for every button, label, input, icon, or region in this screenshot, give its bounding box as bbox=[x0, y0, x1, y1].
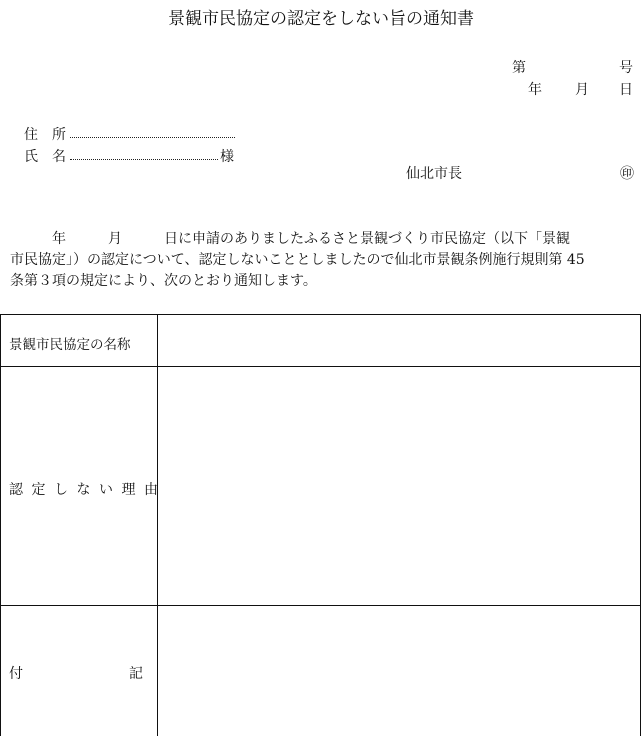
date-month: 月 bbox=[575, 82, 589, 98]
number-prefix: 第 bbox=[512, 60, 526, 76]
name-label: 氏 名 bbox=[24, 149, 66, 165]
date-year: 年 bbox=[528, 82, 542, 98]
notice-table bbox=[0, 314, 641, 736]
address-label: 住 所 bbox=[24, 127, 66, 143]
page-title: 景観市民協定の認定をしない旨の通知書 bbox=[168, 9, 474, 29]
agreement-name-value bbox=[161, 319, 631, 363]
rejection-reason-value bbox=[161, 371, 631, 601]
seal-mark: ㊞ bbox=[620, 166, 634, 182]
honorific: 様 bbox=[220, 149, 234, 165]
rejection-reason-label: 認定しない理由 bbox=[9, 482, 167, 498]
date-day: 日 bbox=[619, 82, 633, 98]
paragraph-line: 条第３項の規定により、次のとおり通知します。 bbox=[10, 273, 317, 289]
remarks-label: 付記 bbox=[9, 666, 249, 682]
address-line bbox=[70, 137, 235, 138]
paragraph-line: 年 月 日に申請のありましたふるさと景観づくり市民協定（以下「景観 bbox=[10, 231, 570, 247]
table-row-divider bbox=[1, 366, 640, 367]
number-suffix: 号 bbox=[619, 60, 633, 76]
paragraph-line: 市民協定」）の認定について、認定しないこととしましたので仙北市景観条例施行規則第 45 bbox=[10, 252, 585, 268]
name-line bbox=[70, 159, 218, 160]
issuer-name: 仙北市長 bbox=[406, 166, 462, 182]
agreement-name-label: 景観市民協定の名称 bbox=[9, 337, 131, 353]
notice-paragraph bbox=[10, 229, 638, 292]
table-row-divider bbox=[1, 605, 640, 606]
remarks-value bbox=[161, 611, 631, 731]
